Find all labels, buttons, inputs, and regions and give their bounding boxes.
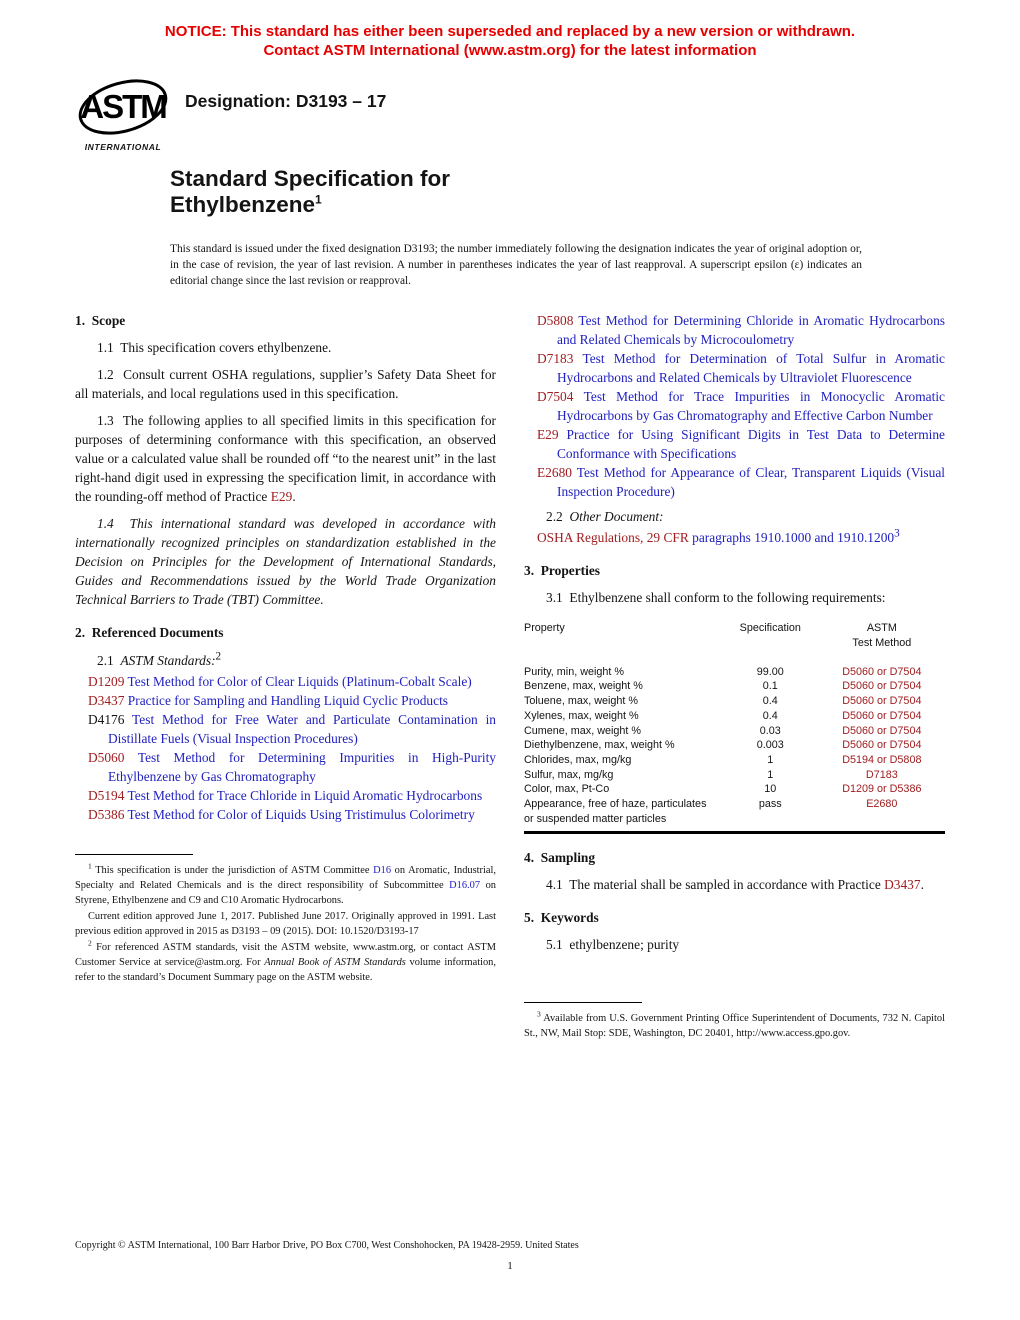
osha-reference <box>537 527 945 547</box>
reference-code-link[interactable]: D5386 <box>88 806 125 822</box>
d3437-link[interactable]: D3437 <box>884 877 921 893</box>
section-heading-keywords: 5. Keywords <box>524 910 599 926</box>
test-method-cell-link[interactable]: D5194 or D5808 <box>842 753 922 766</box>
paragraph-1-3: 1.3 The following applies to all specified limits in this specification for purposes of determining conformance with this specification, an observed value or a calculated value shall be rounded off “to the nearest unit” in the last right-hand digit used in expressing the specification limit, in accordance with the rounding-off method of Practice E29. <box>75 413 496 505</box>
reference-code-link[interactable]: D3437 <box>88 692 125 708</box>
test-method-cell-link[interactable]: D7183 <box>865 768 898 781</box>
section-heading-scope: 1. Scope <box>75 313 126 329</box>
reference-code-link[interactable]: E2680 <box>537 465 572 481</box>
section-heading-referenced-documents: 2. Referenced Documents <box>75 625 224 641</box>
test-method-cell-link[interactable]: D5060 or D7504 <box>842 680 922 693</box>
reference-title-link[interactable]: Test Method for Appearance of Clear, Transparent Liquids (Visual Inspection Procedure) <box>557 465 945 500</box>
table-row <box>524 738 945 753</box>
property-cell: Toluene, max, weight % <box>524 695 639 708</box>
specification-cell: 0.03 <box>759 724 781 737</box>
test-method-cell-link[interactable]: D5060 or D7504 <box>842 724 922 737</box>
table-row <box>524 797 945 826</box>
reference-list-right <box>524 311 945 501</box>
specification-cell: 0.003 <box>756 739 784 752</box>
reference-title-link[interactable]: Test Method for Determining Chloride in Aromatic Hydrocarbons and Related Chemicals by Microcoulometry <box>557 313 945 348</box>
issued-note: This standard is issued under the fixed designation D3193; the number immediately following the designation indicates the year of original adoption or, in the case of revision, the year of last revision. A number in parentheses indicates the year of last reapproval. A superscript epsilon (ε) indicates an editorial change since the last revision or reapproval. <box>170 243 862 288</box>
title-line-2: Ethylbenzene$^1$ <box>170 191 322 217</box>
paragraph-2-2: 2.2 Other Document: <box>546 509 664 525</box>
reference-item <box>88 805 496 824</box>
reference-title-link[interactable]: Test Method for Trace Chloride in Liquid Aromatic Hydrocarbons <box>124 787 483 803</box>
paragraph-2-1: 2.1 ASTM Standards:$^2$ <box>97 650 222 668</box>
astm-globe-icon <box>75 75 171 139</box>
reference-item <box>537 463 945 501</box>
table-row <box>524 694 945 709</box>
test-method-cell-link[interactable]: D5060 or D7504 <box>842 665 922 678</box>
specification-cell: 99.00 <box>756 665 784 678</box>
reference-code-link: D4176 <box>88 711 125 727</box>
test-method-cell-link[interactable]: D5060 or D7504 <box>842 695 922 708</box>
specification-cell: 1 <box>767 753 774 766</box>
test-method-cell-link[interactable]: D1209 or D5386 <box>842 783 922 796</box>
footnote-marker-3: 3 <box>894 527 900 540</box>
osha-paragraphs-link[interactable]: paragraphs 1910.1000 and 1910.1200 <box>688 530 895 546</box>
footnote-rule-left <box>75 854 193 855</box>
property-cell: Appearance, free of haze, particulates or suspended matter particles <box>524 797 707 825</box>
paragraph-3-1: 3.1 Ethylbenzene shall conform to the following requirements: <box>546 590 886 606</box>
copyright-line: Copyright © ASTM International, 100 Barr Harbor Drive, PO Box C700, West Conshohocken, PA 19428-2959. United States <box>75 1240 579 1251</box>
superseded-notice <box>0 0 1020 61</box>
properties-table <box>524 621 945 834</box>
two-column-body <box>75 311 945 1042</box>
reference-item <box>537 349 945 387</box>
reference-code-link[interactable]: D5060 <box>88 749 125 765</box>
footnote-3: $^3$ Available from U.S. Government Printing Office Superintendent of Documents, 732 N. Capitol St., NW, Mail Stop: SDE, Washington, DC 20401, http://www.access.gpo.gov. <box>524 1009 945 1040</box>
footnote-1: $^1$ This specification is under the jurisdiction of ASTM Committee D16 on Aromatic, Industrial, Specialty and Related Chemicals and is the direct responsibility of Subcommittee D16.07 on Styrene, Ethylbenzene and C9 and C10 Aromatic Hydrocarbons. <box>75 861 496 906</box>
paragraph-1-1: 1.1 This specification covers ethylbenzene. <box>97 340 332 356</box>
test-method-cell-link[interactable]: D5060 or D7504 <box>842 709 922 722</box>
property-cell: Cumene, max, weight % <box>524 724 642 737</box>
table-row <box>524 768 945 783</box>
right-column <box>524 311 945 1042</box>
property-cell: Benzene, max, weight % <box>524 680 643 693</box>
astm-logo-text: ASTM <box>80 87 166 125</box>
test-method-cell-link[interactable]: E2680 <box>866 797 898 810</box>
footnote-2: $^2$ For referenced ASTM standards, visit the ASTM website, www.astm.org, or contact ASTM Customer Service at service@astm.org. For Annual Book of ASTM Standards volume information, refer to the standard’s Document Summary page on the ASTM website. <box>75 938 496 984</box>
reference-title-link[interactable]: Test Method for Free Water and Particulate Contamination in Distillate Fuels (Visual Inspection Procedures) <box>108 711 496 746</box>
reference-item <box>88 691 496 710</box>
astm-logo <box>73 75 173 152</box>
header-astm-test-method: ASTM Test Method <box>852 622 912 650</box>
reference-item <box>88 748 496 786</box>
reference-title-link[interactable]: Test Method for Determining Impurities in High-Purity Ethylbenzene by Gas Chromatography <box>108 749 496 784</box>
property-cell: Purity, min, weight % <box>524 665 625 678</box>
reference-code-link[interactable]: D5194 <box>88 787 125 803</box>
property-cell: Xylenes, max, weight % <box>524 709 639 722</box>
property-cell: Diethylbenzene, max, weight % <box>524 739 675 752</box>
table-row <box>524 724 945 739</box>
reference-item <box>537 425 945 463</box>
e29-link[interactable]: E29 <box>270 489 293 505</box>
footnote-edition: Current edition approved June 1, 2017. Published June 2017. Originally approved in 1991. Last previous edition approved in 2015 as D3193 – 09 (2015). DOI: 10.1520/D3193-17 <box>75 911 496 938</box>
property-cell: Sulfur, max, mg/kg <box>524 768 614 781</box>
reference-title-link[interactable]: Practice for Using Significant Digits in Test Data to Determine Conformance with Specifications <box>557 427 945 462</box>
table-row <box>524 665 945 680</box>
notice-line-1: NOTICE: This standard has either been superseded and replaced by a new version or withdrawn. <box>164 23 856 40</box>
paragraph-5-1: 5.1 ethylbenzene; purity <box>546 937 680 953</box>
table-row <box>524 782 945 797</box>
paragraph-4-1: 4.1 The material shall be sampled in accordance with Practice D3437. <box>546 877 924 893</box>
reference-item <box>88 672 496 691</box>
notice-line-2: Contact ASTM International (www.astm.org) for the latest information <box>263 41 757 59</box>
reference-item <box>88 710 496 748</box>
table-row <box>524 753 945 768</box>
reference-code-link[interactable]: D7504 <box>537 389 574 405</box>
left-column <box>75 311 496 1042</box>
paragraph-1-4: 1.4 This international standard was developed in accordance with internationally recognized principles on standardization established in the Decision on Principles for the Development of International Standards, Guides and Recommendations issued by the World Trade Organization Technical Barriers to Trade (TBT) Committee. <box>75 516 496 608</box>
reference-code-link[interactable]: D1209 <box>88 673 125 689</box>
reference-list-left <box>75 672 496 824</box>
title-footnote-marker: 1 <box>315 192 322 207</box>
specification-cell: 0.4 <box>762 695 778 708</box>
designation-text: Designation: D3193 – 17 <box>185 90 387 111</box>
properties-table-body <box>524 665 945 826</box>
document-title <box>170 166 1020 219</box>
page-number: 1 <box>507 1260 513 1272</box>
reference-title-link[interactable]: Test Method for Trace Impurities in Monocyclic Aromatic Hydrocarbons by Gas Chromatography and Effective Carbon Number <box>557 389 945 424</box>
specification-cell: 0.4 <box>762 709 778 722</box>
specification-cell: 10 <box>764 783 777 796</box>
d16-07-link[interactable]: D16.07 <box>449 879 481 891</box>
section-heading-properties: 3. Properties <box>524 563 600 579</box>
reference-item <box>537 311 945 349</box>
header-specification: Specification <box>739 622 801 635</box>
table-row <box>524 679 945 694</box>
property-cell: Chlorides, max, mg/kg <box>524 753 632 766</box>
specification-cell: 1 <box>767 768 774 781</box>
section-heading-sampling: 4. Sampling <box>524 850 596 866</box>
astm-logo-subtext: INTERNATIONAL <box>84 141 162 152</box>
reference-title-link[interactable]: Test Method for Color of Liquids Using Tristimulus Colorimetry <box>124 806 475 822</box>
footnote-rule-right <box>524 1002 642 1003</box>
specification-cell: 0.1 <box>762 680 778 693</box>
footnote-marker-2: 2 <box>215 650 222 663</box>
reference-code-link[interactable]: E29 <box>537 427 559 443</box>
reference-title-link[interactable]: Test Method for Determination of Total Sulfur in Aromatic Hydrocarbons and Related Chemicals by Ultraviolet Fluorescence <box>557 351 945 386</box>
properties-table-header <box>524 621 945 650</box>
specification-cell: pass <box>758 797 782 810</box>
document-header <box>73 75 1020 152</box>
paragraph-1-2: 1.2 Consult current OSHA regulations, supplier’s Safety Data Sheet for all materials, and local regulations used in this specification. <box>75 367 496 402</box>
reference-code-link[interactable]: D7183 <box>537 351 574 367</box>
title-line-1: Standard Specification for <box>170 165 451 191</box>
test-method-cell-link[interactable]: D5060 or D7504 <box>842 739 922 752</box>
reference-title-link[interactable]: Test Method for Color of Clear Liquids (Platinum-Cobalt Scale) <box>124 673 472 689</box>
table-row <box>524 709 945 724</box>
reference-item <box>88 786 496 805</box>
header-property: Property <box>524 622 565 635</box>
reference-item <box>537 387 945 425</box>
reference-code-link[interactable]: D5808 <box>537 313 574 329</box>
d16-link[interactable]: D16 <box>373 864 392 876</box>
property-cell: Color, max, Pt-Co <box>524 783 610 796</box>
osha-cfr-link[interactable]: OSHA Regulations, 29 CFR <box>537 530 689 546</box>
reference-title-link[interactable]: Practice for Sampling and Handling Liquid Cyclic Products <box>124 692 448 708</box>
